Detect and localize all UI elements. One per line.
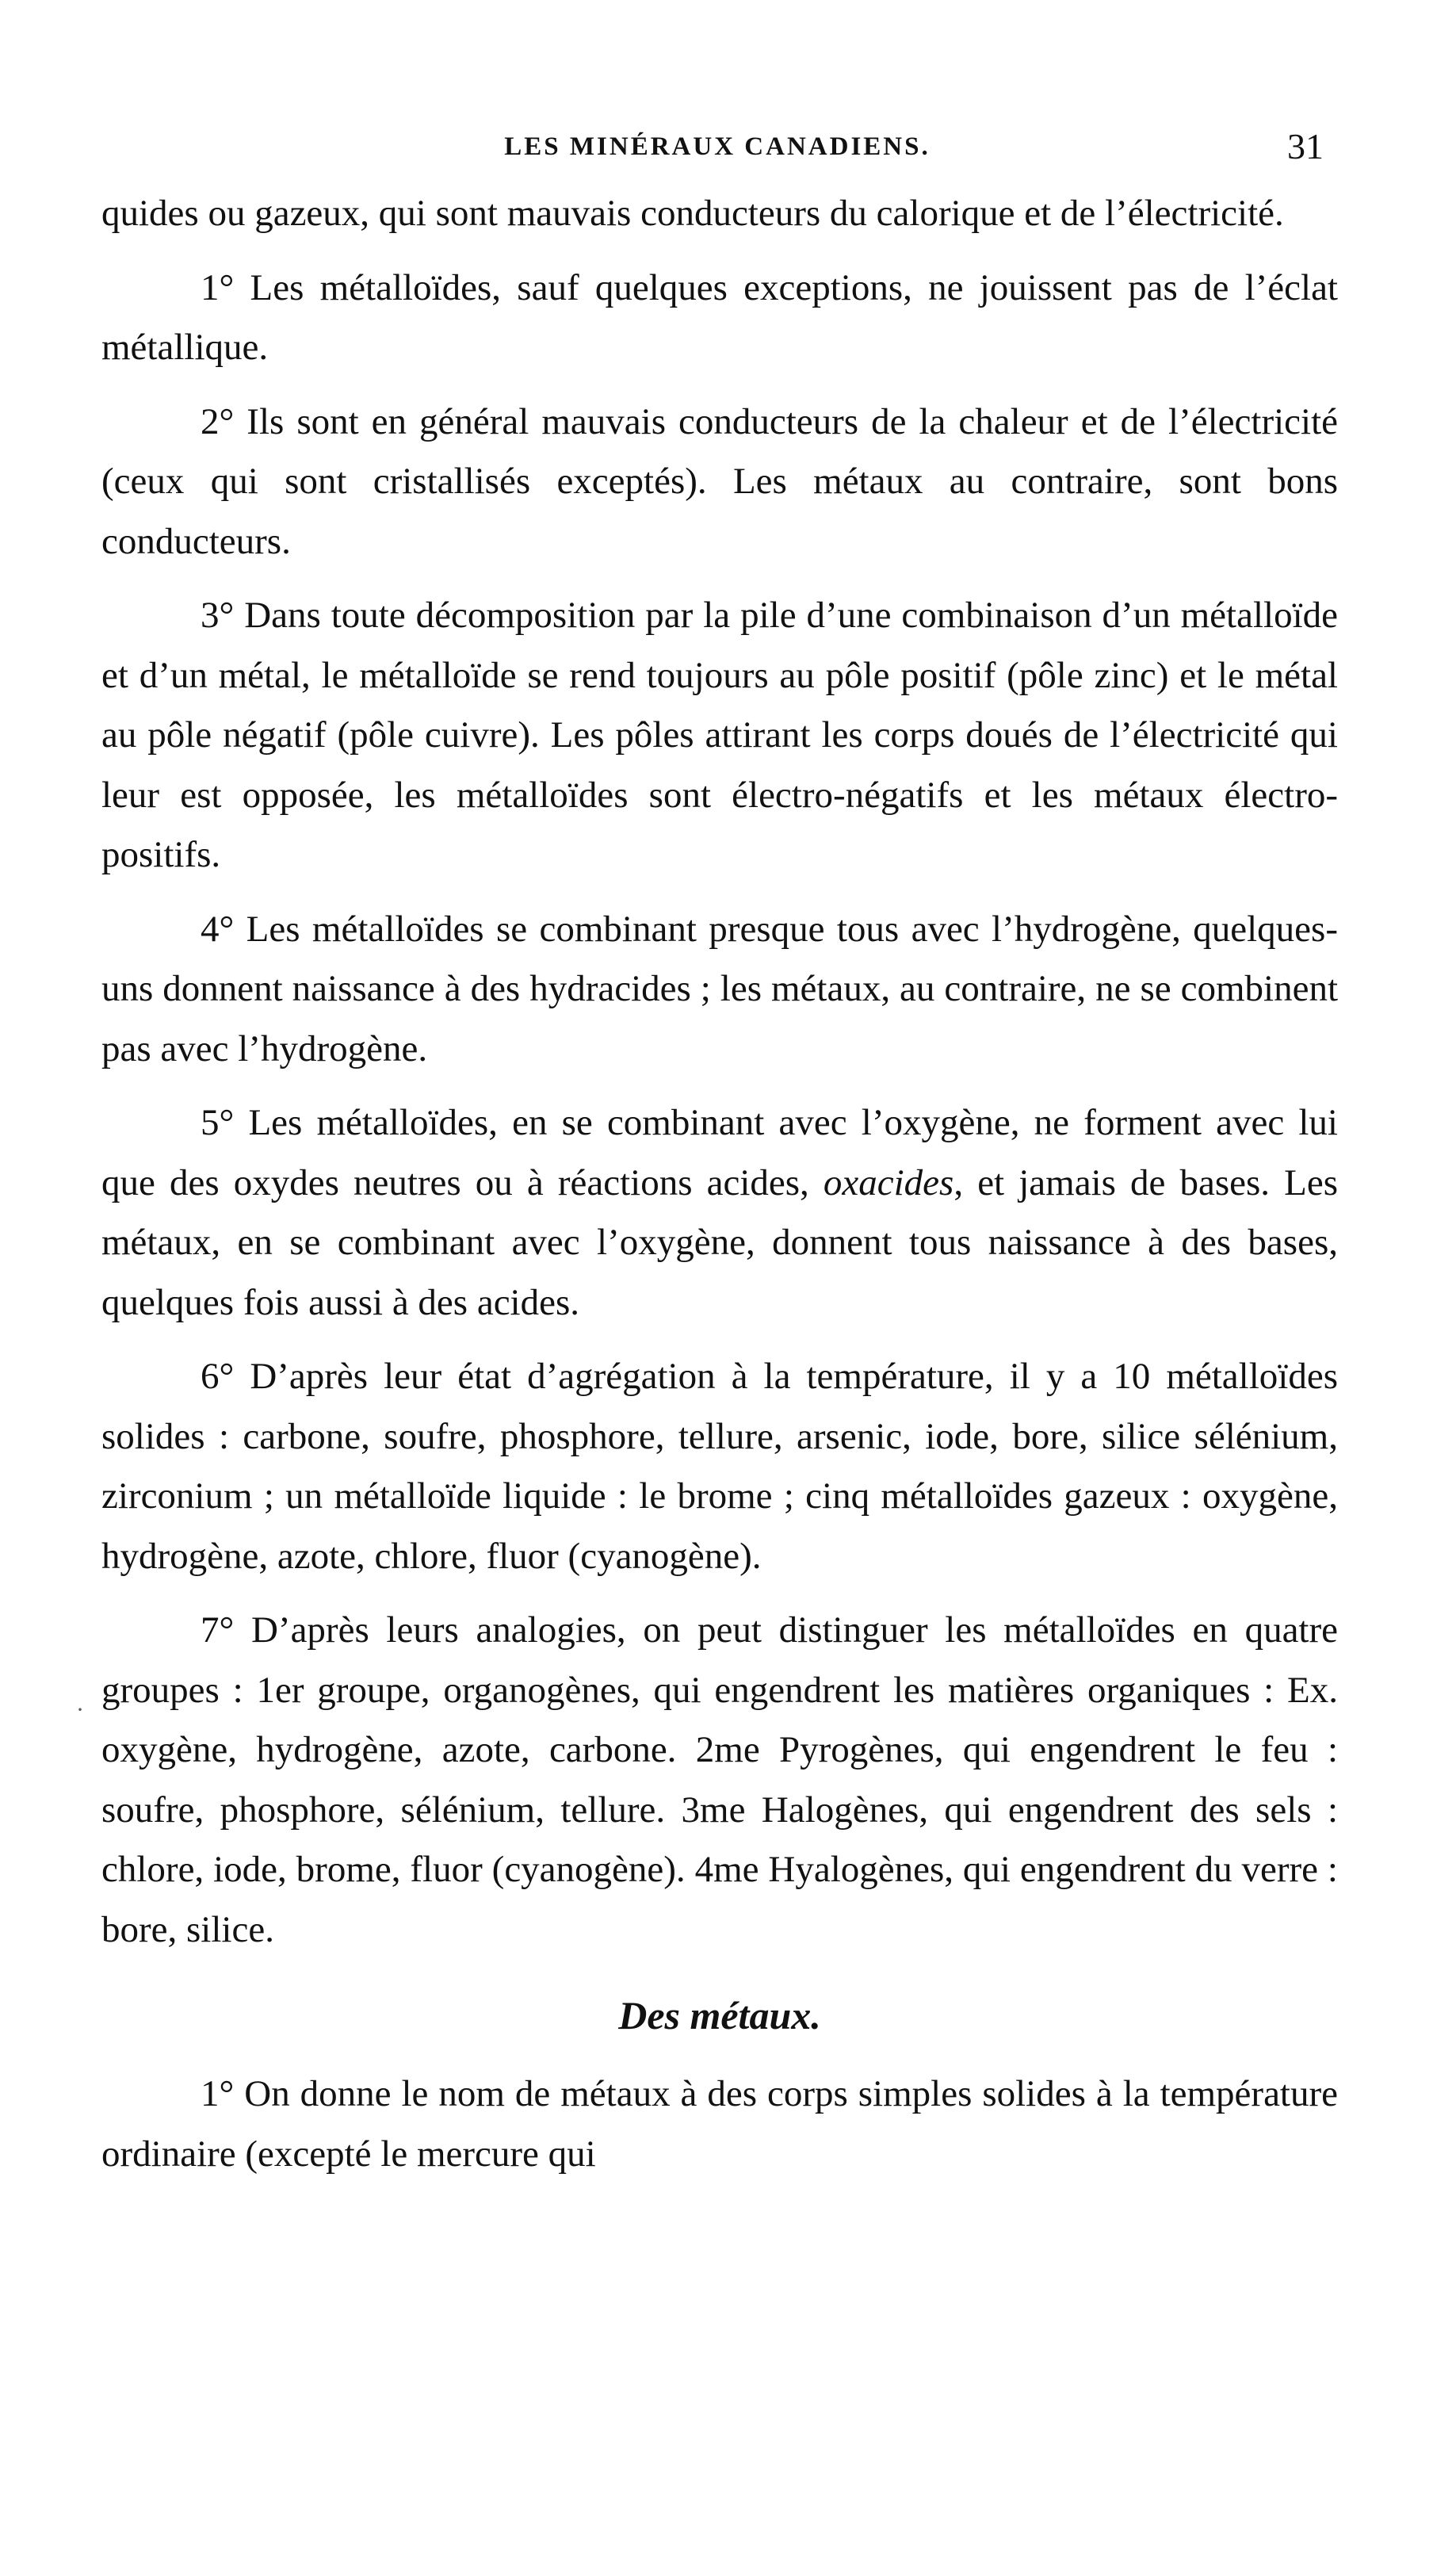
paragraph-5 <box>101 1093 1338 1333</box>
paragraph-5-italic-term: oxacides <box>823 1161 954 1203</box>
paragraph-1: 1° Les métalloïdes, sauf quelques exceptions, ne jouissent pas de l’éclat métallique. <box>101 266 1338 368</box>
paragraph-continuation: quides ou gazeux, qui sont mauvais conducteurs du calorique et de l’électricité. <box>101 193 1284 234</box>
running-title: LES MINÉRAUX CANADIENS. <box>504 132 931 161</box>
paragraph-3: 3° Dans toute décomposition par la pile d’une combinaison d’un métalloïde et d’un métal, le métalloïde se rend toujours au pôle positif (pôle zinc) et le métal au pôle négatif (pôle cuivre). Les pôles attirant les corps doués de l’électricité qui leur est opposée, les métalloïdes sont électro-négatifs et les métaux électro-positifs. <box>101 595 1338 875</box>
paragraph-7: 7° D’après leurs analogies, on peut distinguer les métalloïdes en quatre groupes : 1er groupe, organogènes, qui engendrent les matières organiques : Ex. oxygène, hydrogène, azote, carbone. 2me Pyrogènes, qui engendrent le feu : soufre, phosphore, sélénium, tellure. 3me Halogènes, qui engendrent des sels : chlore, iode, brome, fluor (cyanogène). 4me Hyalogènes, qui engendrent du verre : bore, silice. <box>101 1609 1338 1950</box>
running-head <box>103 119 1332 174</box>
paragraph-5-text-end: , et jamais de bases. Les métaux, en se combinant avec l’oxygène, donnent tous naissance à des bases, quelques fois aussi à des acides. <box>101 1161 1338 1323</box>
paragraph-2: 2° Ils sont en général mauvais conducteurs de la chaleur et de l’électricité (ceux qui sont cristallisés exceptés). Les métaux au contraire, sont bons conducteurs. <box>101 400 1338 562</box>
paragraph-6: 6° D’après leur état d’agrégation à la température, il y a 10 métalloïdes solides : carbone, soufre, phosphore, tellure, arsenic, iode, bore, silice sélénium, zirconium ; un métalloïde liquide : le brome ; cinq métalloïdes gazeux : oxygène, hydrogène, azote, chlore, fluor (cyanogène). <box>101 1356 1338 1577</box>
section-paragraph-1: 1° On donne le nom de métaux à des corps simples solides à la température ordinaire (excepté le mercure qui <box>101 2073 1338 2175</box>
section-heading: Des métaux. <box>618 1993 821 2037</box>
paragraph-5-text-start: 5° Les métalloïdes, en se combinant avec l’oxygène, ne forment avec lui que des oxydes neutres ou à réactions acides, <box>101 1102 1338 1203</box>
margin-mark: · <box>76 1697 84 1723</box>
paragraph-4: 4° Les métalloïdes se combinant presque tous avec l’hydrogène, quelques-uns donnent naissance à des hydracides ; les métaux, au contraire, ne se combinent pas avec l’hydrogène. <box>101 908 1338 1069</box>
body-text <box>101 184 1338 2184</box>
page-number: 31 <box>1287 126 1324 166</box>
